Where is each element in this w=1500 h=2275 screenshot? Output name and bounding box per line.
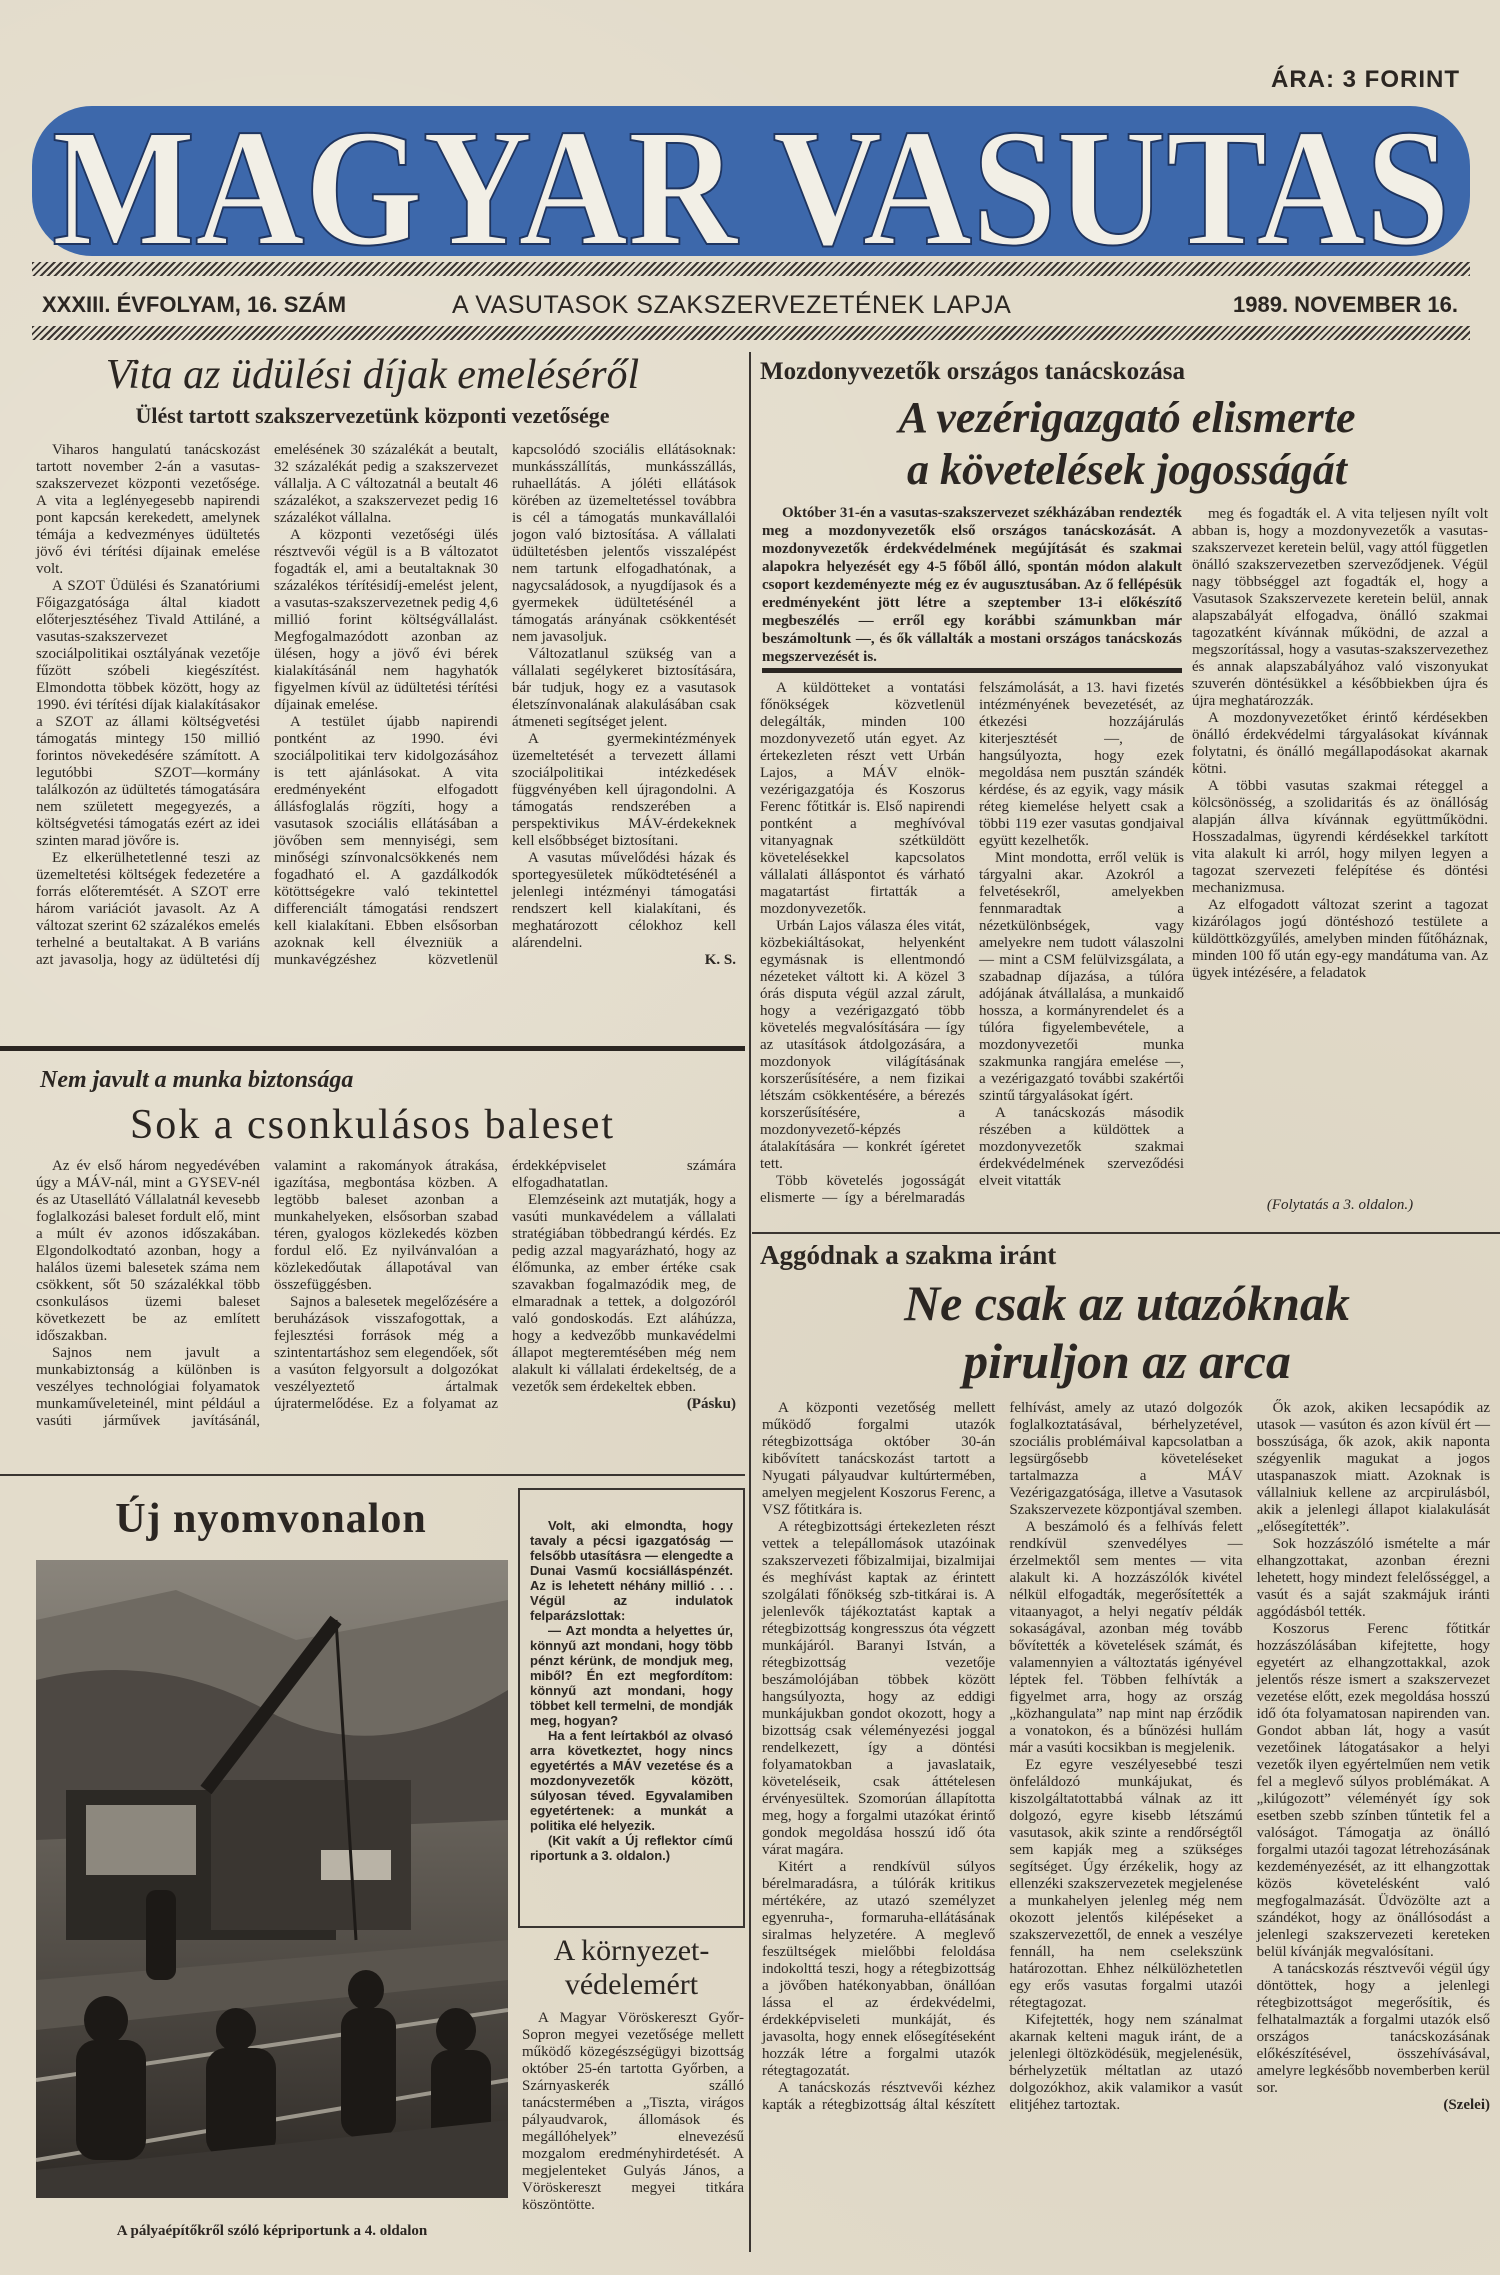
paragraph: Sajnos a balesetek megelőzésére a beruházások visszafogottak, a fejlesztési források még a szintentartáshoz sem elegendőek, sőt a vasúton felgyorsult a dolgozókat veszélyeztető ártalmak újratermelődése. Ez a folyamat az érdekképviselet számára elfogadhatatlan. [274,1158,736,1412]
paragraph: A vasutas művelődési házak és sportegyesületek működtetésénél a jelenlegi intézményi támogatási rendszert kell kialakítani, és meghatározott célokhoz kell alárendelni. [512,850,736,951]
article-body [760,680,1184,1207]
paragraph: Volt, aki elmondta, hogy tavaly a pécsi igazgatóság — felsőbb utasításra — elengedte a Dunai Vasmű kocsiálláspénzét. Az is lehetett néhány millió . . . Végül az indulatok felparázslottak: [530,1518,734,1623]
article-headline-line2: védelemért [564,1968,699,2001]
issue-date: 1989. NOVEMBER 16. [1233,292,1458,317]
paragraph: A központi vezetőség mellett működő forgalmi utazók rétegbizottsága október 30-án kibővített tanácskozást tartott a Nyugati pályaudvar kultúrtermében, amelyen megjelent Koszorus Ferenc, a VSZ főtitkára is. [762,1400,996,1518]
article-body [522,2010,744,2214]
paragraph: A küldötteket a vontatási főnökségek közvetlenül delegálták, minden 100 mozdonyvezető után egyet. Az értekezleten részt vett Urbán Lajos, a MÁV elnök-vezérigazgatója és Koszorus Ferenc főtitkár is. Első napirendi pontként a meghívóval vitanyagnak szétküldött követelésekkel kapcsolatos vállalati álláspontot és várható magatartást firtatták a mozdonyvezetők. [760,680,965,917]
paragraph: Ők azok, akiken lecsapódik az utasok — vasúton és azon kívül ért — bosszúsága, ők azok, akik naponta szégyenlik magukat a jogos utaspanaszok miatt. Azoknak is vállalniuk kellene az arcpirulásból, akik a jelenlegi állapot kialakulását „elősegítették”. [1256,1400,1490,1535]
hatched-rule [32,262,1470,276]
lead-rule [762,668,1182,673]
article-headline: Vita az üdülési díjak emeléséről [105,352,640,398]
quote-box [518,1488,745,1928]
column-divider [749,352,751,2252]
paragraph: A rétegbizottsági értekezleten részt vettek a telepállomások utazóinak szakszervezeti főbizalmijai, bizalmijai és meghívást kaptak az érintett szolgálati főnökség szb-titkárai is. A jelenlevők tájékoztatást kaptak a rétegbizottság kongresszus óta végzett munkájáról. Baranyi István, a rétegbizottság vezetője beszámolójában többek között hangsúlyozta, hogy az eddigi munkájukban gondot okozott, hogy a bizottság csak véleményezési joggal rendelkezett, így a döntési folyamatokban a javaslataik, követeléseik, csak áttételesen érvényesültek. Szomorúan állapította meg, hogy a forgalmi utazókat érintő gondok megoldása hosszú idő óta várat magára. [762,1519,996,1858]
article-headline-line1: A vezérigazgató elismerte [898,393,1356,442]
section-rule [752,1232,1500,1234]
photo-headline: Új nyomvonalon [115,1496,427,1542]
paragraph: A mozdonyvezetőket érintő kérdésekben önálló érdekvédelmi tárgyalásokat kívánnak folytatni, és önálló megállapodásokat akarnak kötni. [1192,710,1488,777]
paragraph: (Kit vakít a Új reflektor című riportunk a 3. oldalon.) [530,1833,733,1863]
paragraph: Viharos hangulatú tanácskozást tartott november 2-án a vasutas-szakszervezet központi vezetősége. A vita a leglényegesebb napirendi pont kapcsán kerekedett, amelynek témája a kedvezményes üdültetés jövő évi térítési díjainak emelése volt. [36,442,260,577]
paragraph: Változatlanul szükség van a vállalati segélykeret biztosítására, bár tudjuk, hogy ez a vasutasok életszínvonalának alakulásában csak átmeneti segítséget jelent. [512,646,736,730]
paragraph: A többi vasutas szakmai réteggel a kölcsönösség, a szolidaritás és az önállóság alapján állva kívánnak együttműködni. Hosszadalmas, ügyrendi kérdésekkel tarkított vita alakult ki arról, hogy milyen legyen a tagozat szervezeti felépítése és döntési mechanizmusa. [1192,778,1488,896]
paragraph: A SZOT Üdülési és Szanatóriumi Főigazgatósága által kiadott előterjesztéséhez Tivald Attiláné, a vasutas-szakszervezet szociálpolitikai osztályának vezetője fűzött szóbeli kiegészítést. Elmondotta többek között, hogy az 1990. évi térítési díjak kialakításakor a SZOT az állami költségvetési támogatás mintegy 150 millió forintos növekedésére számított. A legutóbbi SZOT—kormány találkozón az üdültetés támogatására nem született megegyezés, a költségvetési támogatás ezért az idei szinten marad jövőre is. [36,578,260,849]
article-body [762,1400,1490,2114]
paragraph: A tanácskozás második részében a küldöttek a mozdonyvezetők szakmai érdekvédelmének szerveződési elveit vitatták [979,1105,1184,1189]
paragraph: A beszámoló és a felhívás felett rendkívül szenvedélyes — érzelmektől sem mentes — vita alakult ki. A hozzászólók kivétel nélkül elfogadták, megerősítették a vitaanyagot, a helyi negatív példák sokaságával, azonban még tovább bővítették a követelések számát, és valamennyien a változtatás igényével léptek fel. Többen felhívták a figyelmet arra, hogy az ország „közhangulata” nap mint nap érződik a vonatokon, és a bűnözési hullám már a vasúti kocsikban is megjelenik. [1009,1519,1243,1756]
paragraph: Koszorus Ferenc főtitkár hozzászólásában kifejtette, hogy egyetért az elhangzottakkal, azok jelentős része ismert a szakszervezet vezetése előtt, ezek megoldása hosszú idő óta folyamatosan napirenden van. Gondot abban lát, hogy a vasút vezetőinek látogatásakor a helyi vezetők ilyen egyértelműen nem vetik fel a meglevő súlyos problémákat. A „kilúgozott” véleményét így sok esetben szebb színben tűntetik fel a valóságot. Támogatja az önálló forgalmi utazói tagozat létrehozásának kezdeményezését, az itt elhangzottak közös követelésként való megfogalmazását. Üdvözölte azt a szándékot, hogy az önállósodást a jelenlegi szakszervezeti kereteken belül kívánják megvalósítani. [1256,1621,1490,1960]
paragraph: Sajnos nem javult a munkabiztonság a különben is veszélyes technológiai folyamatok munkaműveleteinél, mint például a vasúti járművek javításánál, valamint a rakományok átrakása, igazítása, megbontása közben. A legtöbb baleset azonban a munkahelyeken, elsősorban szabad téren, gyalogos közlekedés közben fordul elő. Ez nyilvánvalóan a közlekedőutak állapotával van összefüggésben. [36,1158,498,1429]
article-headline-line2: a követelések jogosságát [907,445,1347,494]
article-headline-line2: piruljon az arca [963,1333,1291,1389]
author-signature: (Pásku) [686,1396,736,1412]
article-kicker: Aggódnak a szakma iránt [760,1240,1057,1270]
article-body [36,1158,736,1430]
price-label: ÁRA: 3 FORINT [1271,66,1460,93]
article-headline-line1: Ne csak az utazóknak [904,1275,1350,1331]
paragraph: Az év első három negyedévében úgy a MÁV-nál, mint a GYSEV-nél és az Utasellátó Vállalatnál kevesebb foglalkozási baleset fordult elő, mint a múlt év azonos időszakában. Elgondolkodtató azonban, hogy a halálos üzemi balesetek száma nem csökkent, sőt 50 százalékkal több csonkulásos üzemi baleset következett be az említett időszakban. [36,1158,260,1344]
paragraph: Ez egyre veszélyesebbé teszi önfeláldozó munkájukat, és kiszolgáltatottabbá válnak az itt dolgozó, egyre kisebb létszámú vasutasok, akik szinte a rendőrségtől sem kapják meg a szükséges segítséget. Úgy érzékelik, hogy az ellenzéki szakszervezetek megjelenése a munkahelyen jelenleg még nem okozott jelentős kilépéseket a szakszervezettől, de ennek a veszélye fennáll, ha nem cselekszünk határozottan. Ehhez nélkülözhetetlen egy erős vasutas forgalmi utazói rétegtagozat. [1009,1757,1243,2011]
paragraph: meg és fogadták el. A vita teljesen nyílt volt abban is, hogy a mozdonyvezetők a vasutas-szakszervezet keretein belül, vagy attól független önálló szakszervezetben szerveződjenek. Végül nagy többséggel azt fogadták el, hogy a Vasutasok Szakszervezete keretein belül, annak alapszabályát elfogadva, önálló szakmai tagozatként kívánnak működni, de azzal a megszorítással, hogy a vasutas-szakszervezethez és annak alapszabályához való viszonyukat szuverén döntésükkel a későbbiekben újra és újra meghatározzák. [1192,506,1488,709]
paragraph: Elemzéseink azt mutatják, hogy a vasúti munkavédelem a vállalati stratégiában többedrangú kérdés. Ez pedig azzal magyarázható, hogy az élőmunka, az ember értéke csak szavakban fogalmazódik meg, de elmaradnak a tettek, a dolgozóról való gondoskodás. Ezt aláhúzza, hogy a kedvezőbb munkavédelmi állapot megteremtésében még nem alakult ki vállalati érdekeltség, de a vezetők sem érdekeltek ebben. [512,1192,736,1395]
paragraph: Urbán Lajos válasza éles vitát, közbekiáltásokat, helyenként egymásnak is ellentmondó nézeteket váltott ki. A közel 3 órás disputa végül azzal zárult, hogy a vezérigazgató több követelés megvalósítására — így az utasítások átdolgozására, a mozdonyok világításának korszerűsítésére, a nem fizikai létszám csökkentésére, a bérezés korszerűsítésére, a mozdonyvezető-képzés átalakítására — konkrét ígéretet tett. [760,918,965,1172]
paper-subtitle: A VASUTASOK SZAKSZERVEZETÉNEK LAPJA [452,291,1012,319]
paragraph: A testület újabb napirendi pontként az 1990. évi szociálpolitikai terv kidolgozásához is tett ajánlásokat. A vita eredményeként elfogadott állásfoglalás rögzíti, hogy a vasutasok szociális ellátásában a jövőben sem mennyiségi, sem minőségi színvonalcsökkenés nem fogadható el. A gazdálkodók kötöttségekre való tekintettel differenciált támogatási rendszert kell kialakítani. Ebben elsősorban azoknak kell élvezniük a munkavégzéshez közvetlenül kapcsolódó szociális ellátásoknak: munkásszállítás, munkásszállás, ruhaellátás. A jóléti ellátások körében az üzemeltetéssel továbbra is cél a támogatás munkavállalói jogon való biztosítása. A vállalati üdültetésben jelentős visszalépést nem tartunk elfogadhatónak, a nagycsaládosok, a nyugdíjasok és a gyermekek üdültetésénél a támogatás arányának csökkentését nem javasoljuk. [274,442,736,968]
article-headline: Sok a csonkulásos baleset [129,1102,616,1148]
article-body [36,442,736,969]
masthead-logo [32,106,1470,256]
section-rule [0,1046,745,1051]
article-kicker: Nem javult a munka biztonsága [40,1067,354,1093]
article-kicker: Mozdonyvezetők országos tanácskozása [760,358,1185,385]
paragraph: Az elfogadott változat szerint a tagozat kizárólagos jogú döntéshozó testülete a küldöttközgyűlés, amelyben minden fűtőháznak, minden 100 fő után egy-egy mandátuma van. Az ügyek intézésére, a feladatok [1192,897,1488,981]
paragraph: Kifejtették, hogy nem szánalmat akarnak kelteni maguk iránt, de a jelenlegi öltözködésük, megjelenésük, bérhelyzetük méltatlan az utazó dolgozókhoz, akik valamikor a vasút elitjéhez tartoztak. [1009,2012,1243,2113]
article-lead: Október 31-én a vasutas-szakszervezet székházában rendezték meg a mozdonyvezetők első országos tanácskozását. A mozdonyvezetők érdekvédelmének megújítását és szakmai alapokra helyezését egy 4-5 főből álló, spontán módon alakult csoport kezdeményezte még ez év augusztusában. Az ő fellépésük eredményeként jött létre a szeptember 13-i előkészítő megbeszélés — erről egy korábbi számunkban már beszámoltunk —, és ők vállalták a mostani országos tanácskozás megszervezését is. [762,505,1182,665]
article-subhead: Ülést tartott szakszervezetünk központi vezetősége [135,403,610,428]
paragraph: A tanácskozás résztvevői kézhez kapták a rétegbizottság által készített felhívást, amely az utazó dolgozók foglalkoztatásával, bérhelyzetével, szociális problémáival kapcsolatban a legsürgősebb követeléseket tartalmazza a MÁV Vezérigazgatósága, illetve a Vasutasok Szakszervezete központjával szemben. [762,1400,1243,2113]
paragraph: Sok hozzászóló ismételte a már elhangzottakat, azonban érezni lehetett, hogy mindezt felelősséggel, a vasút és a saját szakmájuk iránti aggódásból tették. [1256,1536,1490,1620]
paragraph: A központi vezetőségi ülés résztvevői végül is a B változatot fogadták el, ami a beutaltaknak 30 százalékos térítésidíj-emelést jelent, a vasutas-szakszervezetnek pedig 4,6 millió forint költségvállalást. Megfogalmazódott azonban az ülésen, hogy a jövő évi bérek kialakításánál nem hagyhatók figyelmen kívül az üdültetési térítési díjainak emelése. [274,527,498,713]
masthead-title: MAGYAR VASUTAS [52,106,1450,256]
article-headline-line1: A környezet- [553,1934,710,1967]
paragraph: Mint mondotta, erről velük is tárgyalni akar. Azokról a felvetésekről, amelyekben fennmaradtak a nézetkülönbségek, vagy amelyekre nem tudott válaszolni — mint a CSM felülvizsgálata, a szabadnap díjazása, a túlóra adójának átvállalása, a munkaidő hossza, a kormányrendelet és a túlóra figyelembevétele, a mozdonyvezetői munka szakmunka rangjára emelése —, a vezérigazgató további szakértői szintű tárgyalásokat ígért. [979,850,1184,1104]
paragraph: Több követelés jogosságát elismerte — így a bérelmaradás felszámolását, a 13. havi fizetés intézményének bevezetését, az étkezési hozzájárulás kiterjesztését —, de hangsúlyozta, hogy ezek megoldása nem pusztán szándék kérdése, és az egyik, vagy másik réteg kiemelése helyett csak a többi 119 ezer vasutas gondjaival együtt kezelhetők. [760,680,1184,1206]
paragraph: A tanácskozás résztvevői végül úgy döntöttek, hogy a jelenlegi rétegbizottságot megerősítik, és felhatalmazták a forgalmi utazók első országos tanácskozásának előkészítésével, összehívásával, amelyre legkésőbb novemberben kerül sor. [1256,1961,1490,2096]
volume-label: XXXIII. ÉVFOLYAM, 16. SZÁM [42,292,347,317]
continuation-note: (Folytatás a 3. oldalon.) [1266,1197,1414,1213]
paragraph: — Azt mondta a helyettes úr, könnyű azt mondani, hogy több pénzt kérünk, de mondjuk meg, miből? Én ezt megfordítom: könnyű azt mondani, hogy többet kell termelni, de mondják meg, hogyan? [530,1623,733,1728]
paragraph: Ez elkerülhetetlenné teszi az üzemeltetési költségek fedezetére a forrás előteremtését. A SZOT erre három variációt javasolt. Az A változat szerint 62 százalékos emelés terhelné a beutaltakat. A B variáns azt javasolja, hogy az üdültetési díj emelésének 30 százalékát a beutalt, 32 százalékát pedig a szakszervezet vállalja. A C változatnál a beutalt 46 százalékot, a szakszervezet pedig 16 százalékot vállalna. [36,442,498,968]
paragraph: A Magyar Vöröskereszt Győr-Sopron megyei vezetősége mellett működő közegészségügyi bizottság október 25-én tartotta Győrben, a Szárnyaskerék szálló tanácstermében a „Tiszta, virágos pályaudvarok, állomások és megállóhelyek” elnevezésű mozgalom eredményhirdetését. A megjelenteket Gulyás János, a Vöröskereszt megyei titkára köszöntötte. [522,2010,744,2213]
article-body-side [1192,506,1488,982]
section-rule [0,1474,745,1476]
track-workers-photo [36,1560,508,2198]
hatched-rule [32,326,1470,340]
photo-caption: A pályaépítőkről szóló képriportunk a 4. oldalon [116,2223,428,2239]
paragraph: Kitért a rendkívül súlyos bérelmaradásra, a túlórák kritikus mértékére, az utazó személyzet egyenruha-, formaruha-ellátásának siralmas helyzetére. A meglevő feszültségek mielőbbi feloldása indokolttá teszi, hogy a rétegbizottság a jövőben hatékonyabban, önállóan lássa el az érdekvédelmi, érdekképviseleti munkáját, és javasolta, hogy ennek elősegítéseként hozzák létre a forgalmi utazók rétegtagozatát. [762,1859,996,2079]
paragraph: A gyermekintézmények üzemeltetését a tervezett állami szociálpolitikai intézkedések függvényében kell újragondolni. A támogatás rendszerében a perspektivikus MÁV-érdekeknek kell elsőbbséget biztosítani. [512,731,736,849]
author-signature: (Szelei) [1443,2097,1490,2113]
paragraph: Ha a fent leírtakból az olvasó arra következtet, hogy nincs egyetértés a MÁV vezetése és a mozdonyvezetők között, súlyosan téved. Egyvalamiben egyetértenek: a munkát a politika elé helyezik. [530,1728,733,1833]
author-signature: K. S. [704,952,736,968]
